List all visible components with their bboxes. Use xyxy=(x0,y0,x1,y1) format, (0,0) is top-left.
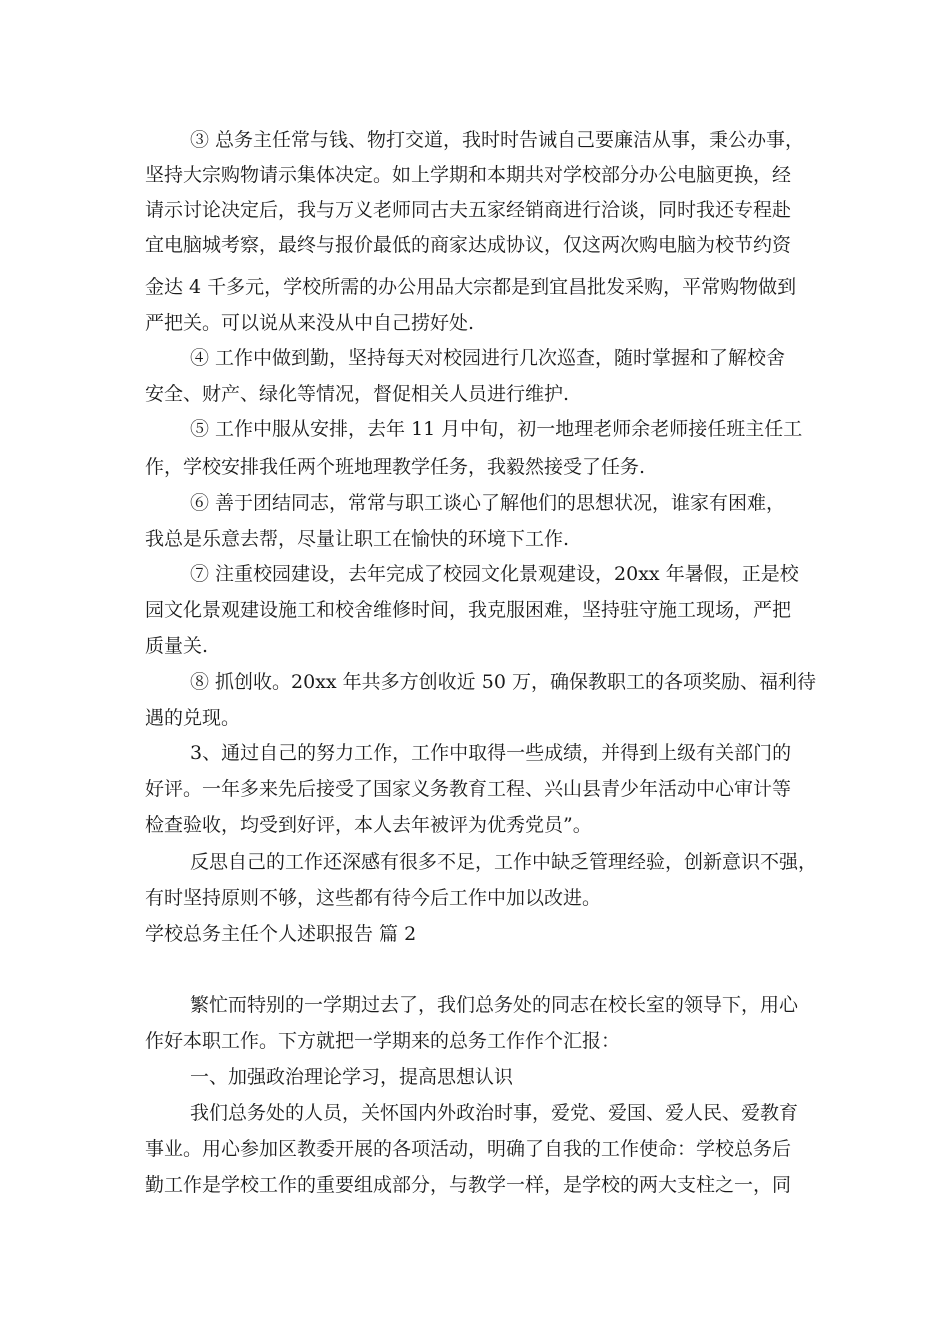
text-line: 金达 4 千多元，学校所需的办公用品大宗都是到宜昌批发采购，平常购物做到 xyxy=(145,276,797,298)
text-line: ⑥ 善于团结同志，常常与职工谈心了解他们的思想状况，谁家有困难， xyxy=(190,492,786,514)
text-line: 我们总务处的人员，关怀国内外政治时事，爱党、爱国、爱人民、爱教育 xyxy=(190,1102,799,1124)
text-line: 宜电脑城考察，最终与报价最低的商家达成协议，仅这两次购电脑为校节约资 xyxy=(145,234,792,256)
text-line: 3、通过自己的努力工作，工作中取得一些成绩，并得到上级有关部门的 xyxy=(190,742,792,764)
text-line: 坚持大宗购物请示集体决定。如上学期和本期共对学校部分办公电脑更换，经 xyxy=(145,164,792,186)
text-line: 安全、财产、绿化等情况，督促相关人员进行维护. xyxy=(145,383,570,405)
text-line: 事业。用心参加区教委开展的各项活动，明确了自我的工作使命：学校总务后 xyxy=(145,1138,792,1160)
text-line: 反思自己的工作还深感有很多不足，工作中缺乏管理经验，创新意识不强， xyxy=(190,851,818,873)
text-line: 园文化景观建设施工和校舍维修时间，我克服困难，坚持驻守施工现场，严把 xyxy=(145,599,792,621)
text-line: ⑤ 工作中服从安排，去年 11 月中旬，初一地理老师余老师接任班主任工 xyxy=(190,418,803,440)
text-line: 质量关. xyxy=(145,635,209,657)
text-line: ⑧ 抓创收。20xx 年共多方创收近 50 万，确保教职工的各项奖励、福利待 xyxy=(190,671,816,693)
text-line: ④ 工作中做到勤，坚持每天对校园进行几次巡查，随时掌握和了解校舍 xyxy=(190,347,786,369)
text-line: 我总是乐意去帮，尽量让职工在愉快的环境下工作. xyxy=(145,528,570,550)
text-line: 繁忙而特别的一学期过去了，我们总务处的同志在校长室的领导下，用心 xyxy=(190,994,799,1016)
subsection-heading: 一、加强政治理论学习，提高思想认识 xyxy=(190,1066,514,1088)
text-line: 勤工作是学校工作的重要组成部分，与教学一样，是学校的两大支柱之一，同 xyxy=(145,1174,792,1196)
text-line: 遇的兑现。 xyxy=(145,707,241,729)
text-line: ⑦ 注重校园建设，去年完成了校园文化景观建设，20xx 年暑假，正是校 xyxy=(190,563,799,585)
text-line: 检查验收，均受到好评，本人去年被评为优秀党员”。 xyxy=(145,814,592,836)
text-line: ③ 总务主任常与钱、物打交道，我时时告诫自己要廉洁从事，秉公办事， xyxy=(190,129,805,151)
text-line: 作，学校安排我任两个班地理教学任务，我毅然接受了任务. xyxy=(145,456,646,478)
text-line: 有时坚持原则不够，这些都有待今后工作中加以改进。 xyxy=(145,887,602,909)
text-line: 作好本职工作。下方就把一学期来的总务工作作个汇报： xyxy=(145,1030,621,1052)
section-heading: 学校总务主任个人述职报告 篇 2 xyxy=(145,923,417,945)
text-line: 好评。一年多来先后接受了国家义务教育工程、兴山县青少年活动中心审计等 xyxy=(145,778,792,800)
text-line: 严把关。可以说从来没从中自己捞好处. xyxy=(145,312,475,334)
text-line: 请示讨论决定后，我与万义老师同古夫五家经销商进行洽谈，同时我还专程赴 xyxy=(145,199,792,221)
